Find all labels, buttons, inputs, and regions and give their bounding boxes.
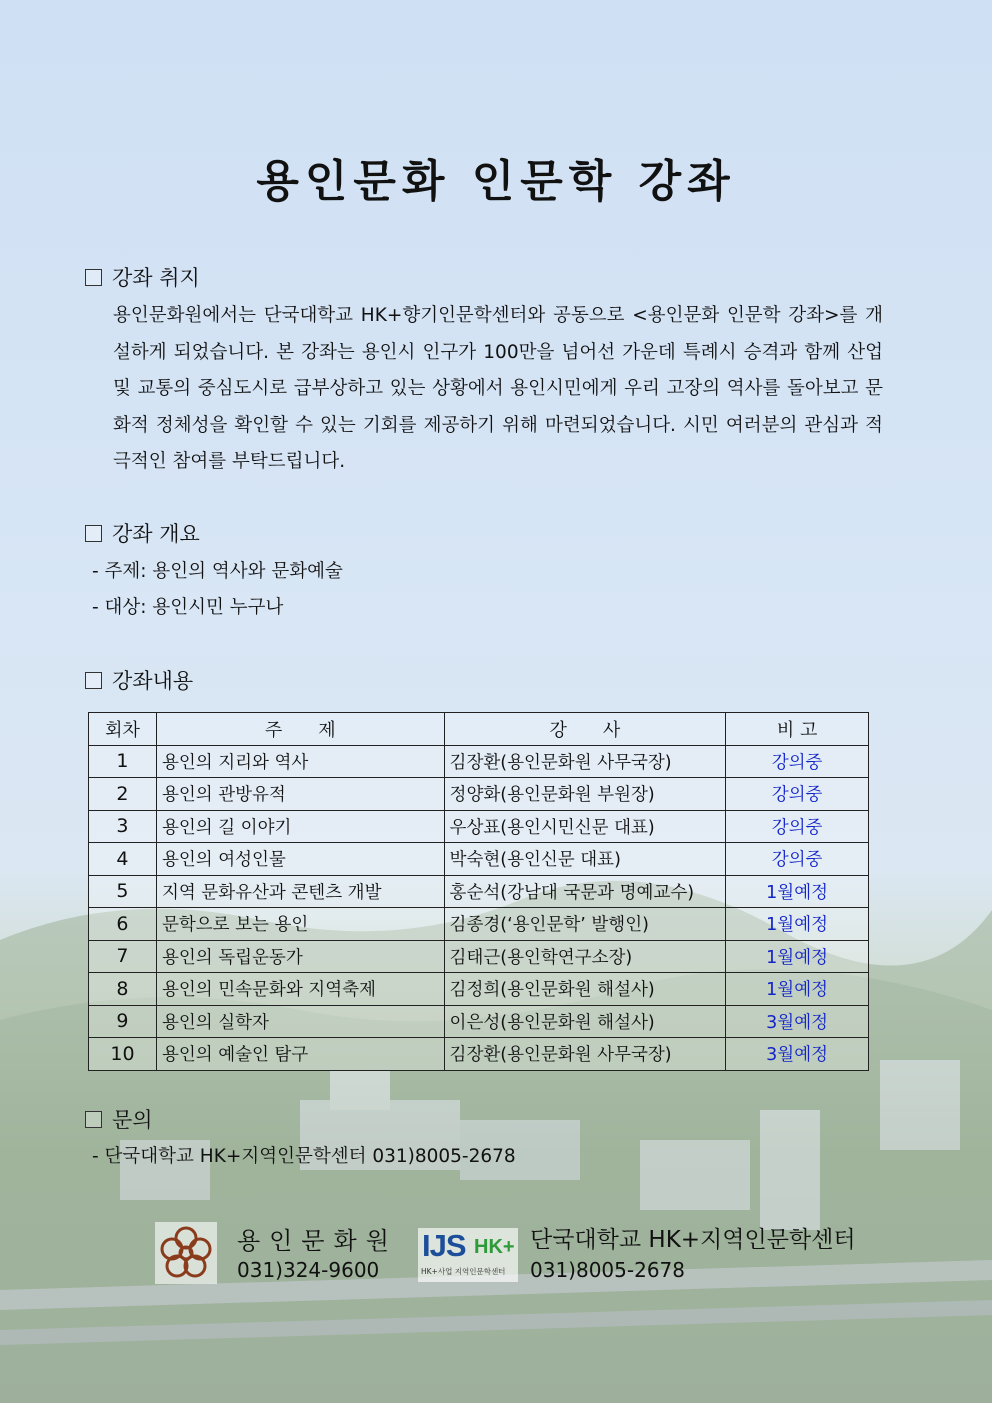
- overview-topic: - 주제: 용인의 역사와 문화예술: [92, 561, 343, 582]
- column-header-note: 비 고: [726, 713, 869, 746]
- row-subject: 문학으로 보는 용인: [156, 908, 444, 941]
- row-lecturer: 김정희(용인문화원 해설사): [444, 973, 726, 1006]
- table-row: [89, 778, 869, 811]
- table-row: [89, 1038, 869, 1071]
- row-note: 1월예정: [726, 875, 869, 908]
- row-subject: 용인의 민속문화와 지역축제: [156, 973, 444, 1006]
- overview-heading-label: 강좌 개요: [112, 522, 200, 546]
- purpose-heading-label: 강좌 취지: [112, 266, 200, 290]
- page-title: 용인문화 인문학 강좌: [256, 156, 736, 207]
- org-name: 용인문화원: [237, 1227, 398, 1255]
- contents-heading-label: 강좌내용: [112, 669, 194, 693]
- row-subject: 용인의 길 이야기: [156, 810, 444, 843]
- table-row: [89, 843, 869, 876]
- checkbox-square-icon: [85, 1111, 102, 1128]
- university-center-phone: 031)8005-2678: [530, 1258, 685, 1282]
- row-subject: 용인의 실학자: [156, 1005, 444, 1038]
- table-row: [89, 973, 869, 1006]
- hk-center-logo-icon: [418, 1228, 518, 1282]
- yongin-cultural-center-logo-icon: [155, 1222, 217, 1284]
- inquiry-heading: [85, 1104, 153, 1134]
- purpose-heading: [85, 262, 200, 292]
- inquiry-heading-label: 문의: [112, 1108, 153, 1132]
- inquiry-contact: - 단국대학교 HK+지역인문학센터 031)8005-2678: [92, 1146, 516, 1167]
- row-note: 강의중: [726, 810, 869, 843]
- row-note: 1월예정: [726, 940, 869, 973]
- row-number: 3: [89, 810, 157, 843]
- row-note: 1월예정: [726, 973, 869, 1006]
- org-phone: 031)324-9600: [237, 1258, 380, 1282]
- row-number: 9: [89, 1005, 157, 1038]
- row-subject: 용인의 관방유적: [156, 778, 444, 811]
- table-row: [89, 810, 869, 843]
- row-number: 8: [89, 973, 157, 1006]
- row-note: 3월예정: [726, 1038, 869, 1071]
- row-note: 3월예정: [726, 1005, 869, 1038]
- row-number: 10: [89, 1038, 157, 1071]
- row-subject: 용인의 여성인물: [156, 843, 444, 876]
- row-number: 6: [89, 908, 157, 941]
- row-lecturer: 김태근(용인학연구소장): [444, 940, 726, 973]
- row-lecturer: 홍순석(강남대 국문과 명예교수): [444, 875, 726, 908]
- row-lecturer: 우상표(용인시민신문 대표): [444, 810, 726, 843]
- lecture-table: [88, 712, 869, 1071]
- row-number: 2: [89, 778, 157, 811]
- column-header-lecturer: 강 사: [444, 713, 726, 746]
- row-subject: 지역 문화유산과 콘텐츠 개발: [156, 875, 444, 908]
- row-note: 강의중: [726, 843, 869, 876]
- hk-logo-caption: HK+사업 지역인문학센터: [421, 1267, 506, 1276]
- row-lecturer: 이은성(용인문화원 해설사): [444, 1005, 726, 1038]
- checkbox-square-icon: [85, 269, 102, 286]
- row-subject: 용인의 지리와 역사: [156, 745, 444, 778]
- row-note: 강의중: [726, 745, 869, 778]
- row-lecturer: 김장환(용인문화원 사무국장): [444, 1038, 726, 1071]
- table-row: [89, 940, 869, 973]
- checkbox-square-icon: [85, 525, 102, 542]
- table-row: [89, 875, 869, 908]
- table-header-row: [89, 713, 869, 746]
- overview-heading: [85, 518, 200, 548]
- hk-logo-mark: IJS: [422, 1228, 466, 1263]
- hk-logo-plus: HK+: [474, 1236, 515, 1258]
- checkbox-square-icon: [85, 672, 102, 689]
- row-number: 5: [89, 875, 157, 908]
- row-subject: 용인의 예술인 탐구: [156, 1038, 444, 1071]
- column-header-no: 회차: [89, 713, 157, 746]
- row-number: 1: [89, 745, 157, 778]
- row-note: 1월예정: [726, 908, 869, 941]
- table-row: [89, 1005, 869, 1038]
- overview-audience: - 대상: 용인시민 누구나: [92, 597, 284, 618]
- row-lecturer: 김종경(‘용인문학’ 발행인): [444, 908, 726, 941]
- row-lecturer: 박숙현(용인신문 대표): [444, 843, 726, 876]
- row-lecturer: 김장환(용인문화원 사무국장): [444, 745, 726, 778]
- row-lecturer: 정양화(용인문화원 부원장): [444, 778, 726, 811]
- row-number: 4: [89, 843, 157, 876]
- row-note: 강의중: [726, 778, 869, 811]
- column-header-subject: 주 제: [156, 713, 444, 746]
- table-row: [89, 908, 869, 941]
- purpose-paragraph: 용인문화원에서는 단국대학교 HK+향기인문학센터와 공동으로 <용인문화 인문학 강좌>를 개설하게 되었습니다. 본 강좌는 용인시 인구가 100만을 넘어선 가운데 특례시 승격과 함께 산업 및 교통의 중심도시로 급부상하고 있는 상황에서 용인시민에게 우리 고장의 역사를 돌아보고 문화적 정체성을 확인할 수 있는 기회를 제공하기 위해 마련되었습니다. 시민 여러분의 관심과 적극적인 참여를 부탁드립니다.: [113, 305, 883, 472]
- table-row: [89, 745, 869, 778]
- university-center-name: 단국대학교 HK+지역인문학센터: [530, 1227, 856, 1253]
- row-subject: 용인의 독립운동가: [156, 940, 444, 973]
- contents-heading: [85, 665, 193, 695]
- row-number: 7: [89, 940, 157, 973]
